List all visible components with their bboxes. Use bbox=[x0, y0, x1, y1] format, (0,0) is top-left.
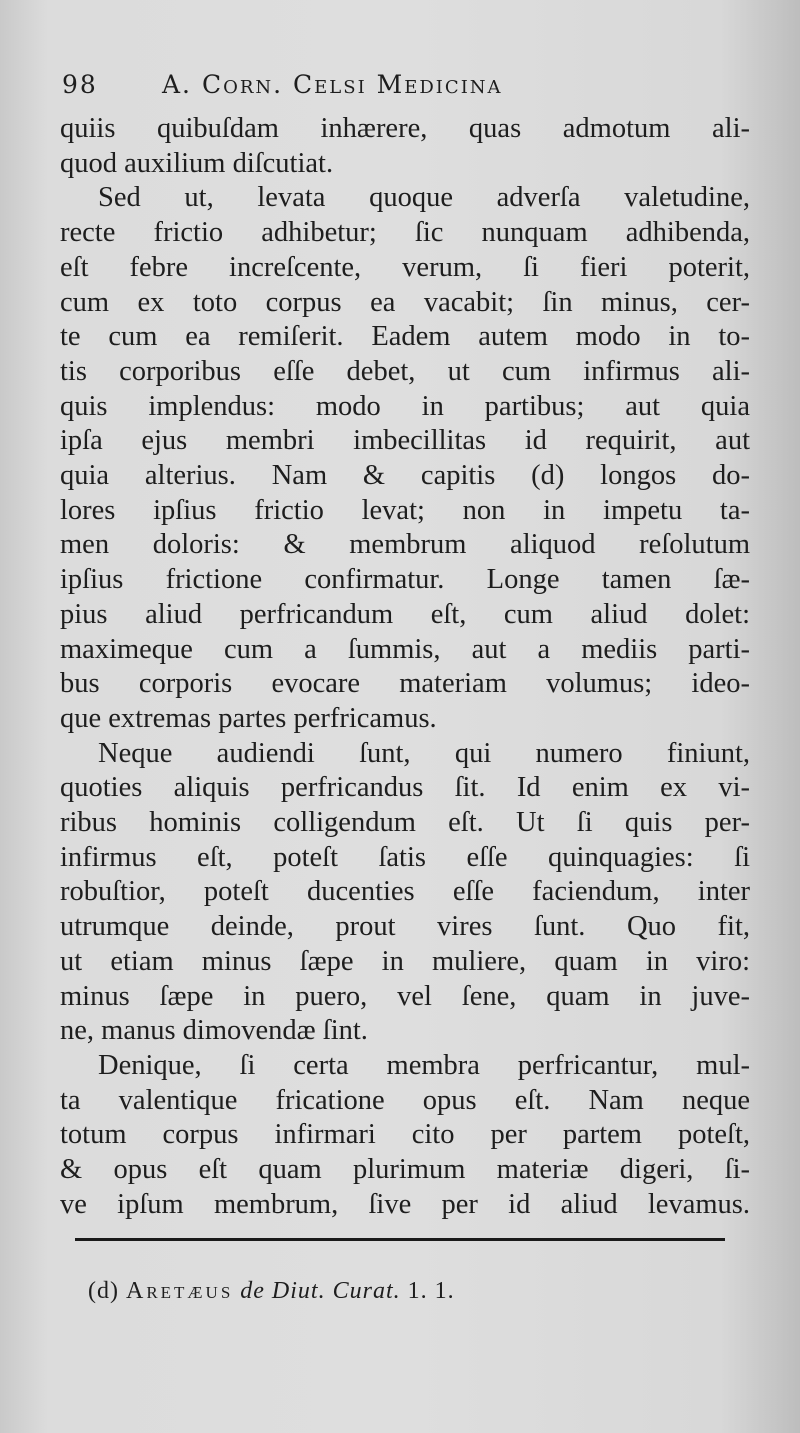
text-line: maximeque cum a ſummis, aut a mediis parti- bbox=[60, 633, 750, 665]
text-line: ne, manus dimovendæ ſint. bbox=[60, 1015, 368, 1047]
footnote-author: Aretæus bbox=[125, 1278, 234, 1304]
text-line: ribus hominis colligendum eſt. Ut ſi quis per- bbox=[60, 807, 750, 839]
text-line: Neque audiendi ſunt, qui numero finiunt, bbox=[98, 737, 750, 769]
text-line: men doloris: & membrum aliquod reſolutum bbox=[60, 529, 750, 561]
text-line: pius aliud perfricandum eſt, cum aliud dolet: bbox=[60, 598, 750, 630]
text-line: quoties aliquis perfricandus ſit. Id enim ex vi- bbox=[60, 772, 750, 804]
text-line: robuſtior, poteſt ducenties eſſe faciendum, inter bbox=[60, 876, 750, 908]
text-line: quod auxilium diſcutiat. bbox=[60, 147, 334, 179]
text-line: ipſa ejus membri imbecillitas id requirit, aut bbox=[60, 425, 750, 457]
text-line: Sed ut, levata quoque adverſa valetudine, bbox=[98, 182, 750, 214]
text-line: te cum ea remiſerit. Eadem autem modo in to- bbox=[60, 321, 750, 353]
footnote-marker: (d) bbox=[88, 1278, 119, 1304]
footnote-reference: 1. 1. bbox=[407, 1278, 455, 1304]
text-line: lores ipſius frictio levat; non in impetu ta- bbox=[60, 494, 750, 526]
text-line: eſt febre increſcente, verum, ſi fieri poterit, bbox=[60, 251, 750, 283]
footnote-work: de Diut. Curat. bbox=[240, 1278, 401, 1304]
text-line: quiis quibuſdam inhærere, quas admotum ali- bbox=[60, 113, 750, 144]
text-line: totum corpus infirmari cito per partem poteſt, bbox=[60, 1119, 750, 1151]
text-line: ipſius frictione confirmatur. Longe tamen ſæ- bbox=[60, 564, 750, 596]
text-line: infirmus eſt, poteſt ſatis eſſe quinquagies: ſi bbox=[60, 841, 750, 873]
running-head bbox=[62, 70, 742, 99]
text-line: recte frictio adhibetur; ſic nunquam adhibenda, bbox=[60, 217, 750, 249]
text-line: cum ex toto corpus ea vacabit; ſin minus, cer- bbox=[60, 286, 750, 318]
text-line: & opus eſt quam plurimum materiæ digeri, ſi- bbox=[60, 1154, 750, 1186]
text-line: que extremas partes perfricamus. bbox=[60, 702, 437, 734]
footnote-rule bbox=[75, 1238, 725, 1241]
body-text bbox=[60, 112, 750, 1223]
text-line: ut etiam minus ſæpe in muliere, quam in viro: bbox=[60, 945, 750, 977]
text-line: ve ipſum membrum, ſive per id aliud levamus. bbox=[60, 1188, 750, 1220]
text-line: ta valentique fricatione opus eſt. Nam neque bbox=[60, 1084, 750, 1116]
running-title: A. Corn. Celsi Medicina bbox=[162, 70, 503, 99]
page-number: 98 bbox=[62, 70, 98, 99]
text-line: minus ſæpe in puero, vel ſene, quam in juve- bbox=[60, 980, 750, 1012]
text-line: utrumque deinde, prout vires ſunt. Quo fit, bbox=[60, 911, 750, 943]
text-line: tis corporibus eſſe debet, ut cum infirmus ali- bbox=[60, 355, 750, 387]
footnote bbox=[88, 1278, 455, 1305]
text-line: quia alterius. Nam & capitis (d) longos do- bbox=[60, 460, 750, 492]
text-line: Denique, ſi certa membra perfricantur, mul- bbox=[98, 1049, 750, 1081]
text-line: bus corporis evocare materiam volumus; ideo- bbox=[60, 668, 750, 700]
text-line: quis implendus: modo in partibus; aut quia bbox=[60, 390, 750, 422]
